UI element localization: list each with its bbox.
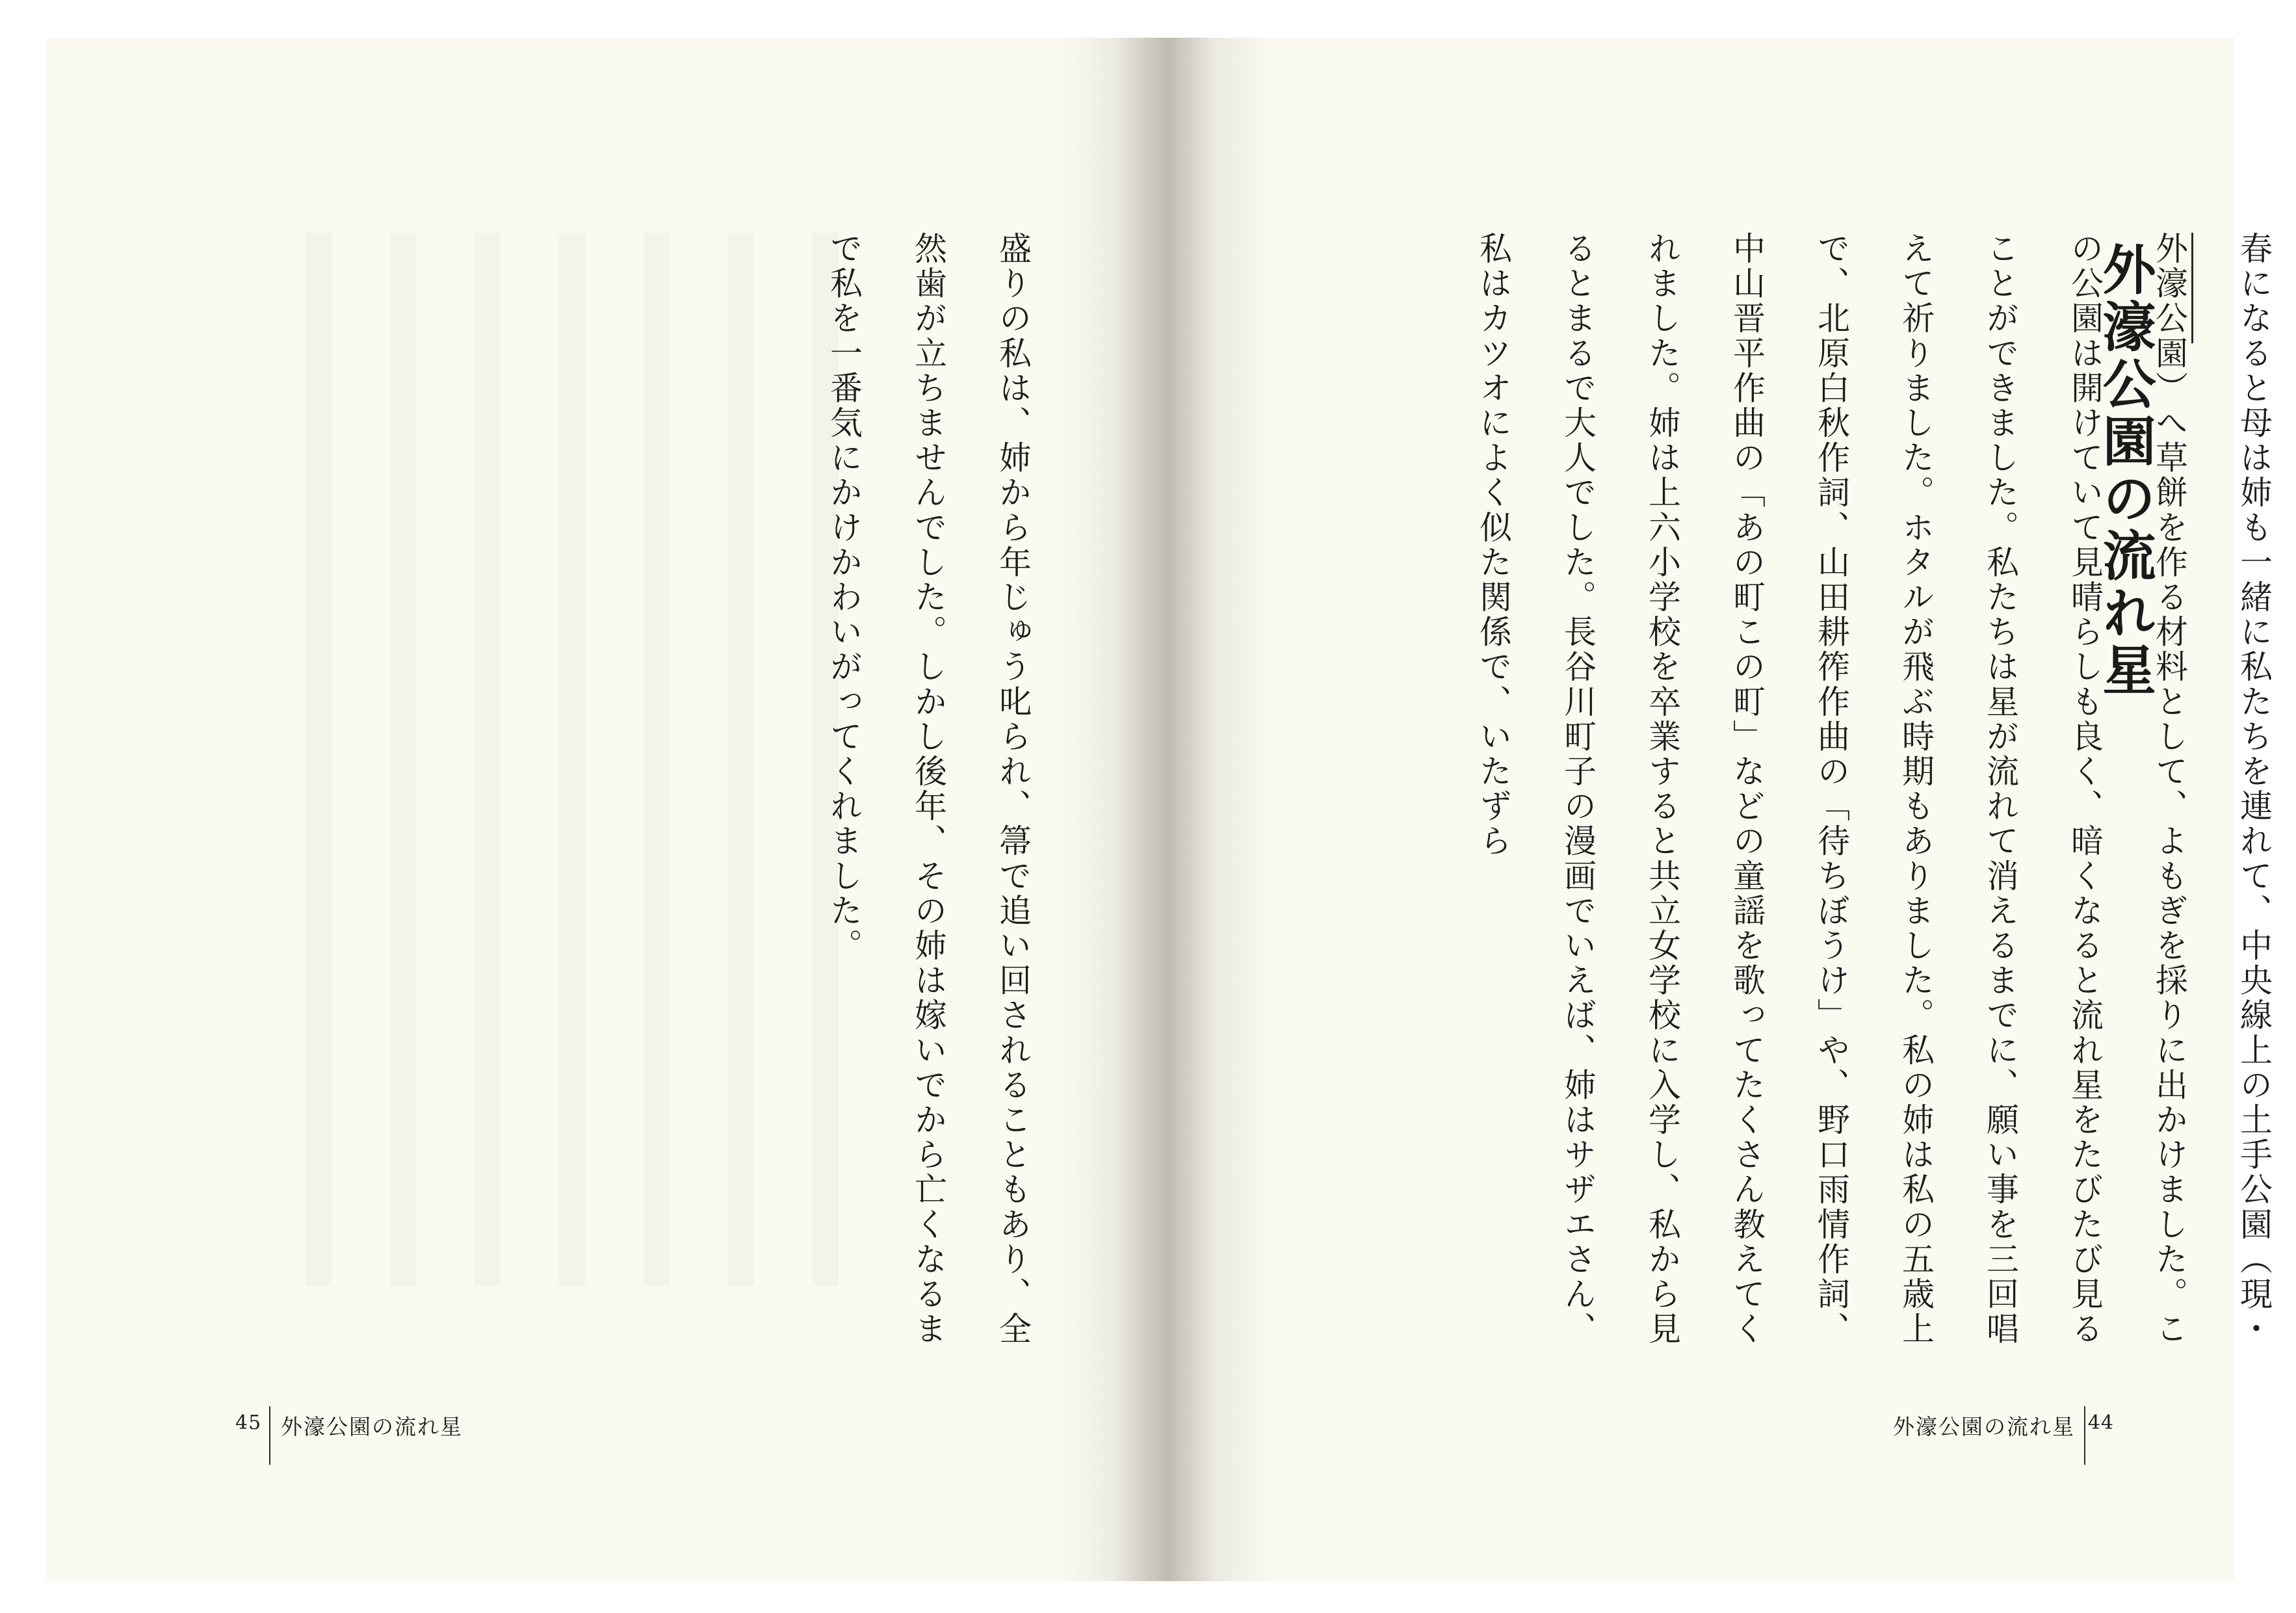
right-footer-divider <box>2084 1406 2085 1465</box>
right-page <box>1151 38 2273 1581</box>
left-footer-divider <box>269 1406 270 1465</box>
left-page-body-text: 盛りの私は、姉から年じゅう叱られ、箒で追い回されることもあり、全然歯が立ちませんでした。しかし後年、その姉は嫁いでから亡くなるまで私を一番気にかけかわいがってくれました。 <box>825 231 1032 1347</box>
show-through-texture <box>306 233 839 1286</box>
right-page-number: 44 <box>2087 1411 2114 1434</box>
right-page-body-text: 春になると母は姉も一緒に私たちを連れて、中央線上の土手公園（現・外濠公園）へ草餅を作る材料として、よもぎを採りに出かけました。この公園は開けていて見晴らしも良く、暗くなると流れ星をたびたび見ることができました。私たちは星が流れて消えるまでに、願い事を三回唱えて祈りました。ホタルが飛ぶ時期もありました。私の姉は私の五歳上で、北原白秋作詞、山田耕筰作曲の「待ちぼうけ」や、野口雨情作詞、中山晋平作曲の「あの町この町」などの童謡を歌ってたくさん教えてくれました。姉は上六小学校を卒業すると共立女学校に入学し、私から見るとまるで大人でした。長谷川町子の漫画でいえば、姉はサザエさん、私はカツオによく似た関係で、いたずら <box>1474 231 2273 1347</box>
left-running-title: 外濠公園の流れ星 <box>281 1414 463 1439</box>
right-running-title: 外濠公園の流れ星 <box>1893 1414 2075 1439</box>
left-page-number: 45 <box>235 1411 262 1434</box>
left-page <box>46 38 1125 1581</box>
book-spread <box>46 38 2273 1581</box>
chapter-title: 外濠公園の流れ星 <box>2094 242 2157 700</box>
